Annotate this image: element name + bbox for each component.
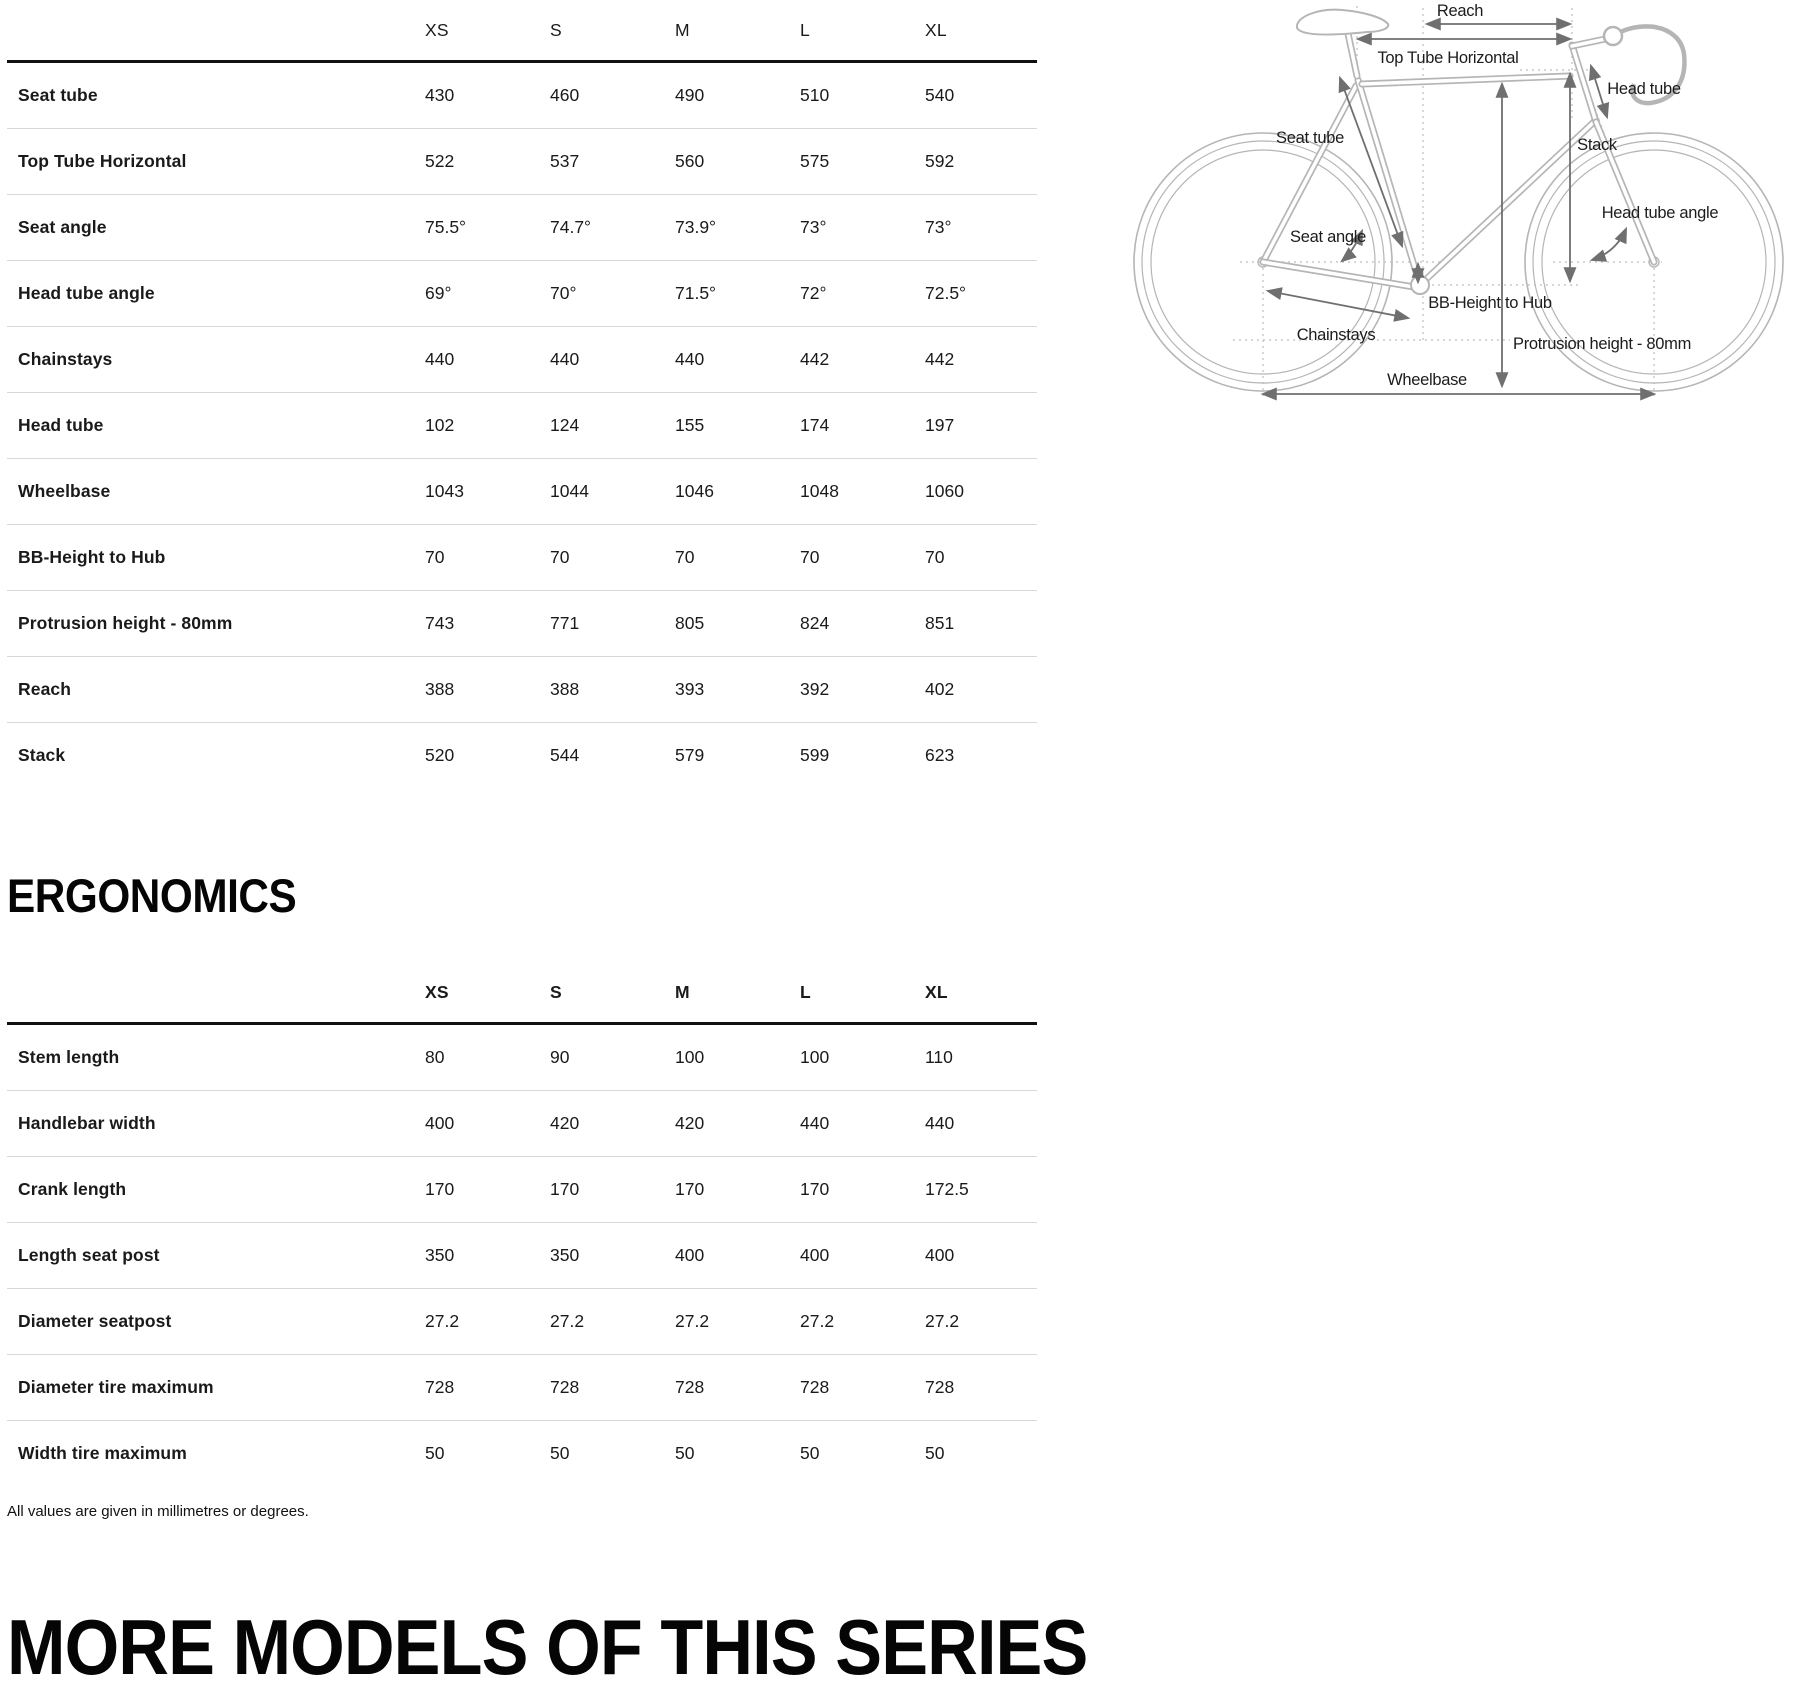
diagram-label-protrusion-height: Protrusion height - 80mm bbox=[1513, 335, 1692, 353]
row-label: Chainstays bbox=[18, 349, 113, 369]
cell-value: 90 bbox=[550, 1047, 570, 1067]
table-row bbox=[7, 129, 1037, 195]
cell-value: 27.2 bbox=[925, 1311, 960, 1331]
cell-value: 70 bbox=[925, 547, 945, 567]
row-label: Stem length bbox=[18, 1047, 120, 1067]
cell-value: 70 bbox=[675, 547, 695, 567]
cell-value: 172.5 bbox=[925, 1179, 969, 1199]
cell-value: 170 bbox=[550, 1179, 580, 1199]
cell-value: 510 bbox=[800, 85, 830, 105]
cell-value: 540 bbox=[925, 85, 955, 105]
cell-value: 420 bbox=[675, 1113, 705, 1133]
diagram-label-head-tube: Head tube bbox=[1607, 80, 1681, 98]
cell-value: 1048 bbox=[800, 481, 839, 501]
table-row bbox=[7, 723, 1037, 788]
size-column-header-xl: XL bbox=[925, 19, 947, 40]
cell-value: 400 bbox=[425, 1113, 455, 1133]
cell-value: 170 bbox=[675, 1179, 705, 1199]
size-column-header-l: L bbox=[800, 981, 811, 1002]
cell-value: 102 bbox=[425, 415, 455, 435]
cell-value: 560 bbox=[675, 151, 705, 171]
table-row bbox=[7, 1223, 1037, 1289]
row-label: Wheelbase bbox=[18, 481, 111, 501]
cell-value: 440 bbox=[550, 349, 580, 369]
cell-value: 1043 bbox=[425, 481, 464, 501]
row-label: Length seat post bbox=[18, 1245, 160, 1265]
diagram-label-seat-tube: Seat tube bbox=[1276, 129, 1344, 147]
row-label: Top Tube Horizontal bbox=[18, 151, 187, 171]
cell-value: 27.2 bbox=[675, 1311, 710, 1331]
cell-value: 72° bbox=[800, 283, 827, 303]
cell-value: 440 bbox=[800, 1113, 830, 1133]
cell-value: 623 bbox=[925, 745, 955, 765]
cell-value: 460 bbox=[550, 85, 580, 105]
cell-value: 393 bbox=[675, 679, 705, 699]
cell-value: 50 bbox=[550, 1443, 570, 1463]
geometry-table bbox=[7, 0, 1037, 788]
cell-value: 74.7° bbox=[550, 217, 592, 237]
diagram-label-bb-height-to-hub: BB-Height to Hub bbox=[1428, 294, 1552, 312]
row-label: Stack bbox=[18, 745, 66, 765]
size-column-header-m: M bbox=[675, 981, 690, 1002]
cell-value: 440 bbox=[925, 1113, 955, 1133]
size-column-header-l: L bbox=[800, 19, 810, 40]
cell-value: 388 bbox=[425, 679, 455, 699]
cell-value: 430 bbox=[425, 85, 455, 105]
cell-value: 27.2 bbox=[550, 1311, 585, 1331]
cell-value: 350 bbox=[425, 1245, 455, 1265]
row-label: Seat tube bbox=[18, 85, 98, 105]
cell-value: 100 bbox=[675, 1047, 705, 1067]
table-row bbox=[7, 1289, 1037, 1355]
cell-value: 728 bbox=[675, 1377, 705, 1397]
cell-value: 728 bbox=[425, 1377, 455, 1397]
cell-value: 402 bbox=[925, 679, 955, 699]
row-label: Head tube angle bbox=[18, 283, 155, 303]
cell-value: 80 bbox=[425, 1047, 445, 1067]
cell-value: 400 bbox=[925, 1245, 955, 1265]
cell-value: 440 bbox=[675, 349, 705, 369]
table-row bbox=[7, 1355, 1037, 1421]
cell-value: 170 bbox=[425, 1179, 455, 1199]
cell-value: 579 bbox=[675, 745, 705, 765]
size-column-header-xl: XL bbox=[925, 981, 948, 1002]
cell-value: 124 bbox=[550, 415, 580, 435]
cell-value: 75.5° bbox=[425, 217, 467, 237]
table-header-row bbox=[7, 962, 1037, 1025]
cell-value: 50 bbox=[925, 1443, 945, 1463]
size-column-header-s: S bbox=[550, 981, 562, 1002]
cell-value: 27.2 bbox=[425, 1311, 460, 1331]
cell-value: 728 bbox=[800, 1377, 830, 1397]
cell-value: 69° bbox=[425, 283, 452, 303]
cell-value: 350 bbox=[550, 1245, 580, 1265]
table-row bbox=[7, 1091, 1037, 1157]
size-column-header-s: S bbox=[550, 19, 562, 40]
cell-value: 72.5° bbox=[925, 283, 967, 303]
cell-value: 27.2 bbox=[800, 1311, 835, 1331]
diagram-label-reach: Reach bbox=[1436, 2, 1484, 20]
ergonomics-table bbox=[7, 962, 1037, 1486]
cell-value: 824 bbox=[800, 613, 830, 633]
table-row bbox=[7, 327, 1037, 393]
table-row bbox=[7, 63, 1037, 129]
cell-value: 100 bbox=[800, 1047, 830, 1067]
diagram-label-stack: Stack bbox=[1577, 136, 1617, 154]
cell-value: 50 bbox=[675, 1443, 695, 1463]
table-row bbox=[7, 393, 1037, 459]
row-label: Crank length bbox=[18, 1179, 127, 1199]
diagram-label-wheelbase: Wheelbase bbox=[1387, 371, 1467, 389]
cell-value: 520 bbox=[425, 745, 455, 765]
cell-value: 440 bbox=[425, 349, 455, 369]
cell-value: 1046 bbox=[675, 481, 714, 501]
table-row bbox=[7, 1025, 1037, 1091]
cell-value: 71.5° bbox=[675, 283, 717, 303]
cell-value: 70° bbox=[550, 283, 577, 303]
diagram-label-top-tube-horizontal: Top Tube Horizontal bbox=[1377, 49, 1519, 67]
cell-value: 70 bbox=[425, 547, 445, 567]
row-label: Width tire maximum bbox=[18, 1443, 187, 1463]
cell-value: 155 bbox=[675, 415, 705, 435]
cell-value: 170 bbox=[800, 1179, 830, 1199]
more-models-heading: MORE MODELS OF THIS SERIES bbox=[7, 1603, 1088, 1691]
diagram-labels bbox=[1276, 2, 1718, 389]
row-label: Head tube bbox=[18, 415, 104, 435]
cell-value: 73.9° bbox=[675, 217, 717, 237]
cell-value: 771 bbox=[550, 613, 580, 633]
saddle bbox=[1297, 10, 1388, 35]
cell-value: 805 bbox=[675, 613, 705, 633]
cell-value: 388 bbox=[550, 679, 580, 699]
cell-value: 70 bbox=[550, 547, 570, 567]
cell-value: 197 bbox=[925, 415, 955, 435]
cell-value: 592 bbox=[925, 151, 955, 171]
cell-value: 50 bbox=[425, 1443, 445, 1463]
row-label: BB-Height to Hub bbox=[18, 547, 166, 567]
table-row bbox=[7, 591, 1037, 657]
cell-value: 599 bbox=[800, 745, 830, 765]
cell-value: 400 bbox=[675, 1245, 705, 1265]
cell-value: 442 bbox=[925, 349, 955, 369]
cell-value: 522 bbox=[425, 151, 455, 171]
table-row bbox=[7, 657, 1037, 723]
cell-value: 490 bbox=[675, 85, 705, 105]
row-label: Seat angle bbox=[18, 217, 107, 237]
table-row bbox=[7, 459, 1037, 525]
table-row bbox=[7, 195, 1037, 261]
row-label: Reach bbox=[18, 679, 72, 699]
cell-value: 1060 bbox=[925, 481, 964, 501]
size-column-header-m: M bbox=[675, 19, 690, 40]
table-header-row bbox=[7, 0, 1037, 63]
size-column-header-xs: XS bbox=[425, 981, 449, 1002]
cell-value: 70 bbox=[800, 547, 820, 567]
table-row bbox=[7, 261, 1037, 327]
cell-value: 851 bbox=[925, 613, 955, 633]
cell-value: 400 bbox=[800, 1245, 830, 1265]
cell-value: 442 bbox=[800, 349, 830, 369]
cell-value: 743 bbox=[425, 613, 455, 633]
cell-value: 420 bbox=[550, 1113, 580, 1133]
cell-value: 544 bbox=[550, 745, 580, 765]
units-footnote: All values are given in millimetres or degrees. bbox=[7, 1503, 309, 1520]
table-row bbox=[7, 525, 1037, 591]
diagram-label-seat-angle: Seat angle bbox=[1290, 228, 1366, 246]
size-column-header-xs: XS bbox=[425, 19, 449, 40]
cell-value: 537 bbox=[550, 151, 580, 171]
diagram-label-chainstays: Chainstays bbox=[1296, 326, 1376, 344]
ergonomics-heading: ERGONOMICS bbox=[7, 869, 297, 922]
cell-value: 174 bbox=[800, 415, 830, 435]
cell-value: 110 bbox=[925, 1047, 953, 1067]
bike-geometry-diagram bbox=[1090, 0, 1812, 420]
row-label: Diameter seatpost bbox=[18, 1311, 172, 1331]
cell-value: 73° bbox=[800, 217, 827, 237]
diagram-label-head-tube-angle: Head tube angle bbox=[1601, 204, 1719, 222]
row-label: Diameter tire maximum bbox=[18, 1377, 214, 1397]
cell-value: 73° bbox=[925, 217, 952, 237]
cell-value: 575 bbox=[800, 151, 830, 171]
cell-value: 50 bbox=[800, 1443, 820, 1463]
cell-value: 392 bbox=[800, 679, 830, 699]
row-label: Protrusion height - 80mm bbox=[18, 613, 233, 633]
cell-value: 728 bbox=[550, 1377, 580, 1397]
table-row bbox=[7, 1157, 1037, 1223]
table-row bbox=[7, 1421, 1037, 1486]
cell-value: 728 bbox=[925, 1377, 955, 1397]
cell-value: 1044 bbox=[550, 481, 589, 501]
row-label: Handlebar width bbox=[18, 1113, 156, 1133]
